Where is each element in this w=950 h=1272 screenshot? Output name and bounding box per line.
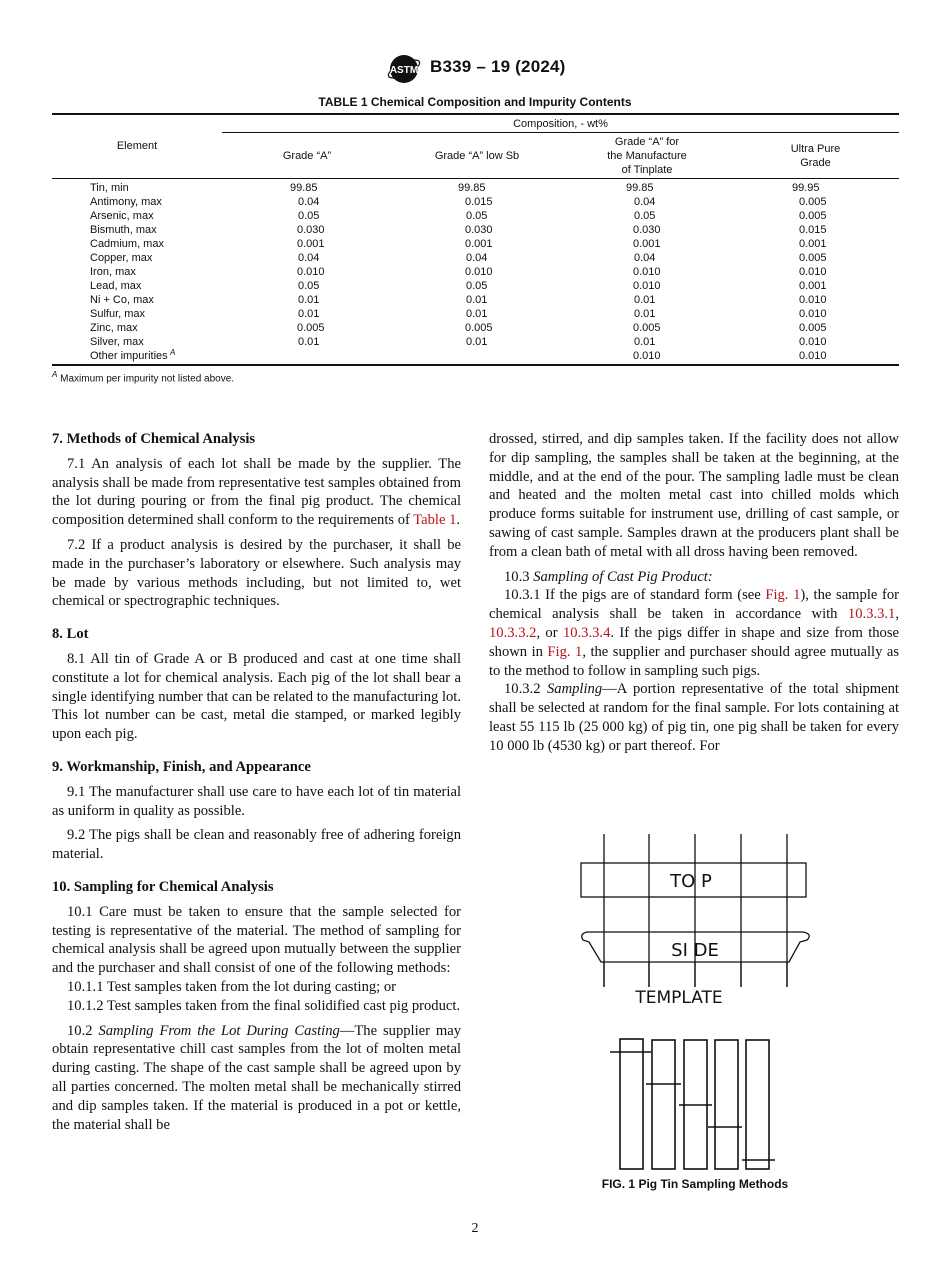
element-cell: Antimony, max <box>90 196 162 208</box>
value-cell: 0.010 <box>799 350 827 362</box>
label-template: TEMPLATE <box>635 988 723 1008</box>
text: —The supplier may obtain representative chill cast samples from the lot of molten metal during casting. The shape of the cast sample shall be agreed upon by all parties concerned. The molten metal shall be mechanically stirred and dip samples taken. If the material is produced in a pot or kettle, the material shall be <box>52 1022 462 1133</box>
table-row <box>52 293 899 307</box>
text: , the supplier and purchaser should agree mutually as to the method to follow in sampling such pigs. <box>489 643 900 679</box>
value-cell: 0.05 <box>298 280 320 292</box>
paragraph-7-1 <box>52 455 461 530</box>
section-7-heading: 7. Methods of Chemical Analysis <box>52 431 256 447</box>
template-diagram <box>581 834 809 987</box>
value-cell: 99.85 <box>458 182 486 194</box>
column-header-grade-a-tinplate <box>562 135 732 177</box>
element-cell: Sulfur, max <box>90 308 146 320</box>
value-cell: 99.85 <box>626 182 654 194</box>
value-cell: 0.001 <box>799 280 827 292</box>
value-cell: 0.005 <box>633 322 661 334</box>
paragraph-title: Sampling of Cast Pig Product: <box>533 568 713 585</box>
left-column <box>52 430 461 1140</box>
element-cell: Ni + Co, max <box>90 294 154 306</box>
text: ), the sample for chemical analysis shall be taken in accordance with <box>489 587 899 623</box>
value-cell: 0.005 <box>465 322 493 334</box>
header-line: Ultra Pure <box>790 143 841 155</box>
paragraph-9-1: 9.1 The manufacturer shall use care to have each lot of tin material as uniform in quality as possible. <box>52 783 461 819</box>
value-cell: 0.010 <box>465 266 493 278</box>
table-row <box>52 223 899 237</box>
value-cell: 0.015 <box>465 196 493 208</box>
value-cell: 0.04 <box>298 252 320 264</box>
value-cell: 0.01 <box>298 336 320 348</box>
paragraph-7-2: 7.2 If a product analysis is desired by the purchaser, it shall be made in the purchaser’s laboratory or elsewhere. Such analysis may be made by various methods including, but not limited to, wet chemical or spectrographic techniques. <box>52 536 461 610</box>
value-cell: 0.01 <box>634 336 656 348</box>
footnote-mark: A <box>170 348 176 357</box>
element-cell: Iron, max <box>90 266 136 278</box>
element-cell: Arsenic, max <box>90 210 154 222</box>
value-cell: 0.010 <box>799 336 827 348</box>
value-cell: 0.05 <box>466 210 488 222</box>
element-cell: Zinc, max <box>90 322 138 334</box>
paragraph-9-2: 9.2 The pigs shall be clean and reasonably free of adhering foreign material. <box>52 827 461 863</box>
text: —A portion representative of the total shipment shall be selected at random for the final sample. For lots containing at least 55 115 lb (25 000 kg) of pig tin, one pig shall be taken for every 10 000 lb (4530 kg) or part thereof. For <box>489 681 899 754</box>
value-cell: 0.010 <box>297 266 325 278</box>
value-cell: 0.04 <box>298 196 320 208</box>
element-cell: Bismuth, max <box>90 224 157 236</box>
paragraph-8-1: 8.1 All tin of Grade A or B produced and cast at one time shall constitute a lot for chemical analysis. Each pig of the lot shall bear a single identifying number that can be related to the manufacturing lot. This lot number can be cast, metal die stamped, or marked legibly upon each pig. <box>52 650 461 743</box>
element-header: Element <box>116 140 158 152</box>
value-cell: 0.01 <box>298 294 320 306</box>
value-cell: 0.010 <box>799 266 827 278</box>
table-top-rule <box>52 113 899 115</box>
right-column <box>489 430 899 762</box>
element-cell: Copper, max <box>90 252 153 264</box>
header-bottom-rule <box>52 178 899 179</box>
value-cell: 0.030 <box>633 224 661 236</box>
value-cell: 0.05 <box>466 280 488 292</box>
value-cell: 0.005 <box>297 322 325 334</box>
astm-logo-icon <box>386 54 422 84</box>
table-row <box>52 335 899 349</box>
value-cell: 0.030 <box>465 224 493 236</box>
paragraph-10-3-1 <box>489 586 899 680</box>
group-header-rule <box>222 132 899 133</box>
value-cell: 99.95 <box>792 182 820 194</box>
paragraph-10-3-2 <box>489 680 899 755</box>
section-9-heading: 9. Workmanship, Finish, and Appearance <box>52 758 311 775</box>
header-line: Grade “A” for <box>614 136 680 148</box>
table-row <box>52 307 899 321</box>
element-cell: Lead, max <box>90 280 142 292</box>
text: , <box>895 606 899 623</box>
pig-tin-sampling-figure <box>575 832 815 1172</box>
element-cell: Tin, min <box>90 182 129 194</box>
column-header-ultra-pure <box>732 142 899 170</box>
text: 7.1 An analysis of each lot shall be made by the supplier. The analysis shall be made from representative test samples obtained from the lot during pouring or from the final pig product. The chemical composition determined shall conform to the requirements of <box>52 455 461 529</box>
element-cell: Silver, max <box>90 336 144 348</box>
text: , or <box>536 624 563 641</box>
value-cell: 0.01 <box>466 336 488 348</box>
paragraph-10-1-1: 10.1.1 Test samples taken from the lot during casting; or <box>67 978 397 995</box>
column-header-grade-a: Grade “A” <box>282 150 332 162</box>
text: 10.2 <box>67 1022 99 1039</box>
paragraph-title: Sampling From the Lot During Casting <box>98 1022 340 1039</box>
page-number: 2 <box>471 1221 479 1236</box>
table-row <box>52 321 899 335</box>
value-cell: 0.01 <box>298 308 320 320</box>
text: . <box>456 512 461 529</box>
paragraph-title: Sampling <box>547 681 603 698</box>
value-cell: 0.001 <box>297 238 325 250</box>
section-10-3-3-2-link[interactable]: 10.3.3.2 <box>489 624 537 641</box>
table-1-link[interactable]: Table 1 <box>413 512 457 529</box>
text: . If the pigs differ in shape and size from those shown in <box>489 624 899 660</box>
column-header-grade-a-low-sb: Grade “A” low Sb <box>434 150 520 162</box>
table-title: TABLE 1 Chemical Composition and Impurity Contents <box>318 95 632 109</box>
value-cell: 0.001 <box>799 238 827 250</box>
value-cell: 0.010 <box>799 308 827 320</box>
value-cell: 0.04 <box>466 252 488 264</box>
value-cell: 99.85 <box>290 182 318 194</box>
value-cell: 0.04 <box>634 196 656 208</box>
value-cell: 0.010 <box>799 294 827 306</box>
table-row <box>52 279 899 293</box>
table-row <box>52 251 899 265</box>
document-id: B339 – 19 (2024) <box>430 57 566 76</box>
value-cell: 0.005 <box>799 196 827 208</box>
value-cell: 0.05 <box>634 210 656 222</box>
value-cell: 0.010 <box>633 280 661 292</box>
value-cell: 0.001 <box>633 238 661 250</box>
value-cell: 0.030 <box>297 224 325 236</box>
value-cell: 0.005 <box>799 210 827 222</box>
value-cell: 0.01 <box>466 308 488 320</box>
header-line: the Manufacture <box>607 150 687 162</box>
table-bottom-rule <box>52 364 899 366</box>
composition-group-header: Composition, - wt% <box>513 118 608 130</box>
footnote-mark: A <box>52 370 58 379</box>
element-cell: Cadmium, max <box>90 238 164 250</box>
header-line: Grade <box>800 157 831 169</box>
text: 10.3.2 <box>504 681 547 698</box>
table-row <box>52 265 899 279</box>
table-row <box>52 349 899 363</box>
section-10-heading: 10. Sampling for Chemical Analysis <box>52 878 274 895</box>
fig-1-link[interactable]: Fig. 1 <box>765 587 801 604</box>
svg-text:ASTM: ASTM <box>389 65 419 76</box>
table-row <box>52 209 899 223</box>
label-top: TO P <box>670 871 712 892</box>
value-cell: 0.010 <box>633 266 661 278</box>
section-10-3-3-4-link[interactable]: 10.3.3.4 <box>562 624 611 641</box>
value-cell: 0.005 <box>799 252 827 264</box>
value-cell: 0.01 <box>634 294 656 306</box>
table-row <box>52 237 899 251</box>
section-10-3-3-1-link[interactable]: 10.3.3.1 <box>847 606 896 623</box>
value-cell: 0.010 <box>633 350 661 362</box>
element-cell: Other impurities <box>90 350 168 362</box>
paragraph-10-1-2: 10.1.2 Test samples taken from the final solidified cast pig product. <box>67 997 461 1014</box>
table-row <box>52 195 899 209</box>
table-footnote <box>52 370 234 384</box>
label-side: SI DE <box>671 940 719 961</box>
value-cell: 0.005 <box>799 322 827 334</box>
value-cell: 0.001 <box>465 238 493 250</box>
value-cell: 0.015 <box>799 224 827 236</box>
paragraph-10-1: 10.1 Care must be taken to ensure that the sample selected for testing is representative of the material. The method of sampling for chemical analysis shall be agreed upon mutually between the supplier and the purchaser and shall consist of one of the following methods: <box>52 903 461 977</box>
text: 10.3.1 If the pigs are of standard form (see <box>504 587 766 604</box>
pig-bars-diagram <box>610 1039 775 1169</box>
document-header <box>0 54 950 84</box>
value-cell: 0.01 <box>466 294 488 306</box>
section-8-heading: 8. Lot <box>52 626 89 643</box>
value-cell: 0.01 <box>634 308 656 320</box>
table-row <box>52 181 899 195</box>
paragraph-10-2 <box>52 1022 461 1135</box>
value-cell: 0.04 <box>634 252 656 264</box>
value-cell: 0.05 <box>298 210 320 222</box>
paragraph-10-3 <box>489 568 899 587</box>
figure-caption: FIG. 1 Pig Tin Sampling Methods <box>601 1177 789 1191</box>
footnote-text: Maximum per impurity not listed above. <box>57 373 235 385</box>
fig-1-link[interactable]: Fig. 1 <box>547 643 583 660</box>
text: 10.3 <box>504 568 534 585</box>
paragraph-10-2-continued: drossed, stirred, and dip samples taken. If the facility does not allow for dip sampling, the samples shall be taken at the beginning, at the middle, and at the end of the pour. The sampling ladle must be clean and heated and the molten metal cast into chilled molds which produce forms suitable for instrument use, drilling of cast sample, or sawing of cast sample. Samples drawn at the producers plant shall be from a clean bath of metal with all dross having been removed. <box>489 431 899 560</box>
header-line: of Tinplate <box>621 164 673 176</box>
